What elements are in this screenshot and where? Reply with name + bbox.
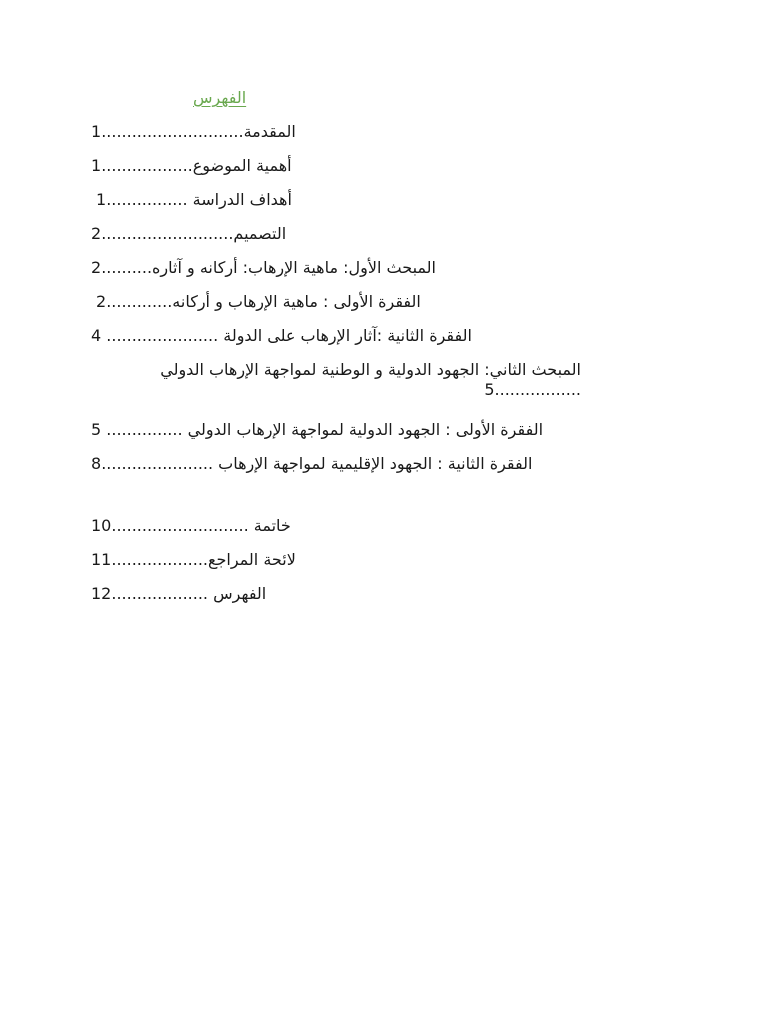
toc-entry-introduction: المقدمة............................1 <box>91 122 296 141</box>
toc-entry-study-objectives: أهداف الدراسة ................1 <box>96 190 292 209</box>
toc-entry-chapter-one: المبحث الأول: ماهية الإرهاب: أركانه و آثاره..........2 <box>91 258 436 277</box>
toc-entry-topic-importance: أهمية الموضوع..................1 <box>91 156 292 175</box>
toc-entry-design: التصميم..........................2 <box>91 224 287 243</box>
toc-entry-section-two-one: الفقرة الأولى : الجهود الدولية لمواجهة الإرهاب الدولي ............... 5 <box>91 420 544 439</box>
toc-entry-section-one-two: الفقرة الثانية :آثار الإرهاب على الدولة ...................... 4 <box>91 326 472 345</box>
toc-entry-references: لائحة المراجع...................11 <box>91 550 296 569</box>
toc-title: الفهرس <box>193 88 247 107</box>
toc-entry-conclusion: خاتمة ...........................10 <box>91 516 291 535</box>
toc-entry-section-two-two: الفقرة الثانية : الجهود الإقليمية لمواجهة الإرهاب ......................8 <box>91 454 533 473</box>
toc-entry-section-one-one: الفقرة الأولى : ماهية الإرهاب و أركانه.............2 <box>96 292 421 311</box>
toc-entry-index: الفهرس ...................12 <box>91 584 267 603</box>
toc-entry-chapter-two: المبحث الثاني: الجهود الدولية و الوطنية لمواجهة الإرهاب الدولي .................5 <box>160 360 581 399</box>
